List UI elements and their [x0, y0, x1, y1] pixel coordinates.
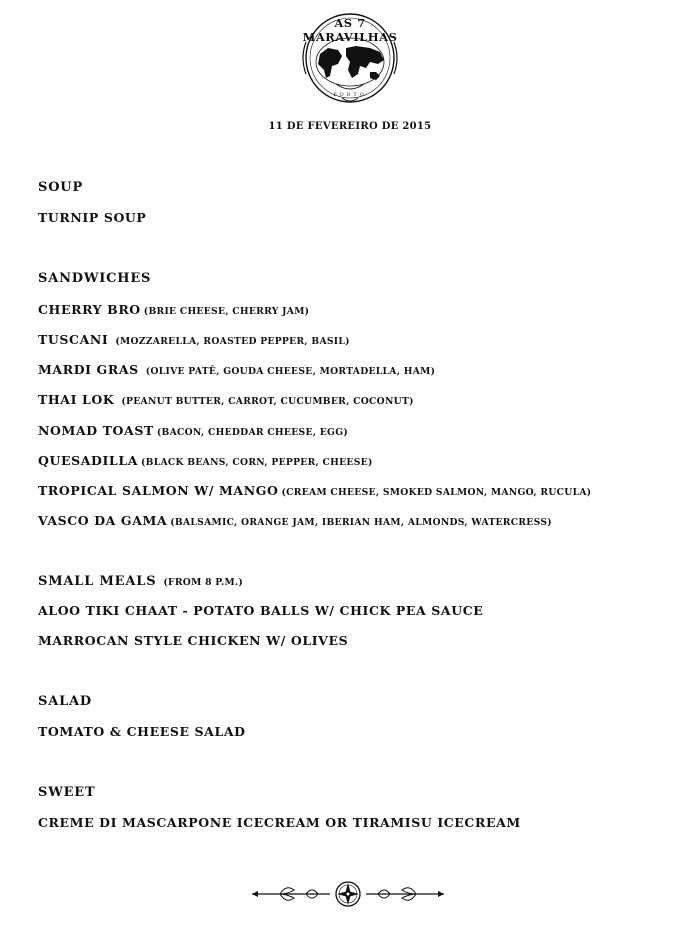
item-name: TOMATO & CHEESE SALAD	[38, 724, 246, 739]
item-description: (PEANUT BUTTER, CARROT, CUCUMBER, COCONUT)	[121, 396, 414, 407]
item-name: THAI LOK	[38, 392, 115, 407]
section-title-sweet	[38, 785, 95, 800]
brand-name: AS 7 MARAVILHAS	[302, 16, 398, 44]
menu-item	[38, 633, 348, 648]
brand-subtitle: PORTO	[333, 92, 367, 98]
footer-ornament	[250, 878, 446, 910]
section-title-sandwiches	[38, 271, 151, 286]
menu-item	[38, 302, 309, 317]
menu-item	[38, 724, 246, 739]
item-name: TROPICAL SALMON W/ MANGO	[38, 483, 279, 498]
item-name: MARDI GRAS	[38, 362, 139, 377]
item-name: ALOO TIKI CHAAT - POTATO BALLS W/ CHICK PEA SAUCE	[38, 603, 484, 618]
menu-date: 11 DE FEVEREIRO DE 2015	[268, 121, 432, 132]
section-title: SMALL MEALS	[38, 574, 157, 589]
menu-item	[38, 453, 373, 468]
section-title: SALAD	[38, 694, 92, 709]
item-name: VASCO DA GAMA	[38, 513, 168, 528]
menu-item	[38, 513, 552, 528]
section-title: SANDWICHES	[38, 271, 152, 286]
section-title: SWEET	[38, 785, 96, 800]
item-name: MARROCAN STYLE CHICKEN W/ OLIVES	[38, 633, 349, 648]
item-name: NOMAD TOAST	[38, 423, 154, 438]
item-description: (OLIVE PATÊ, GOUDA CHEESE, MORTADELLA, HAM)	[145, 366, 436, 377]
menu-item	[38, 603, 483, 618]
item-name: QUESADILLA	[38, 453, 139, 468]
item-description: (CREAM CHEESE, SMOKED SALMON, MANGO, RUCULA)	[281, 487, 592, 498]
section-title-salad	[38, 694, 92, 709]
compass-flourish-icon	[250, 878, 446, 910]
menu-item	[38, 423, 348, 438]
section-title: SOUP	[38, 180, 84, 195]
menu-item	[38, 815, 521, 830]
item-description: (BLACK BEANS, CORN, PEPPER, CHEESE)	[141, 457, 373, 468]
item-description: (MOZZARELLA, ROASTED PEPPER, BASIL)	[115, 336, 350, 347]
item-name: TUSCANI	[38, 332, 109, 347]
item-description: (BRIE CHEESE, CHERRY JAM)	[143, 306, 310, 317]
section-note: (FROM 8 P.M.)	[163, 577, 244, 588]
menu-item	[38, 483, 591, 498]
item-description: (BACON, CHEDDAR CHEESE, EGG)	[156, 427, 348, 438]
item-name: CHERRY BRO	[38, 302, 141, 317]
item-description: (BALSAMIC, ORANGE JAM, IBERIAN HAM, ALMONDS, WATERCRESS)	[170, 517, 552, 528]
menu-item	[38, 392, 414, 407]
menu-item	[38, 362, 435, 377]
item-name: TURNIP SOUP	[38, 210, 147, 225]
item-name: CREME DI MASCARPONE ICECREAM OR TIRAMISU ICECREAM	[38, 815, 521, 830]
logo	[296, 2, 404, 108]
menu-item	[38, 332, 350, 347]
section-title-soup	[38, 180, 83, 195]
section-title-small-meals	[38, 574, 243, 589]
menu-item	[38, 210, 146, 225]
